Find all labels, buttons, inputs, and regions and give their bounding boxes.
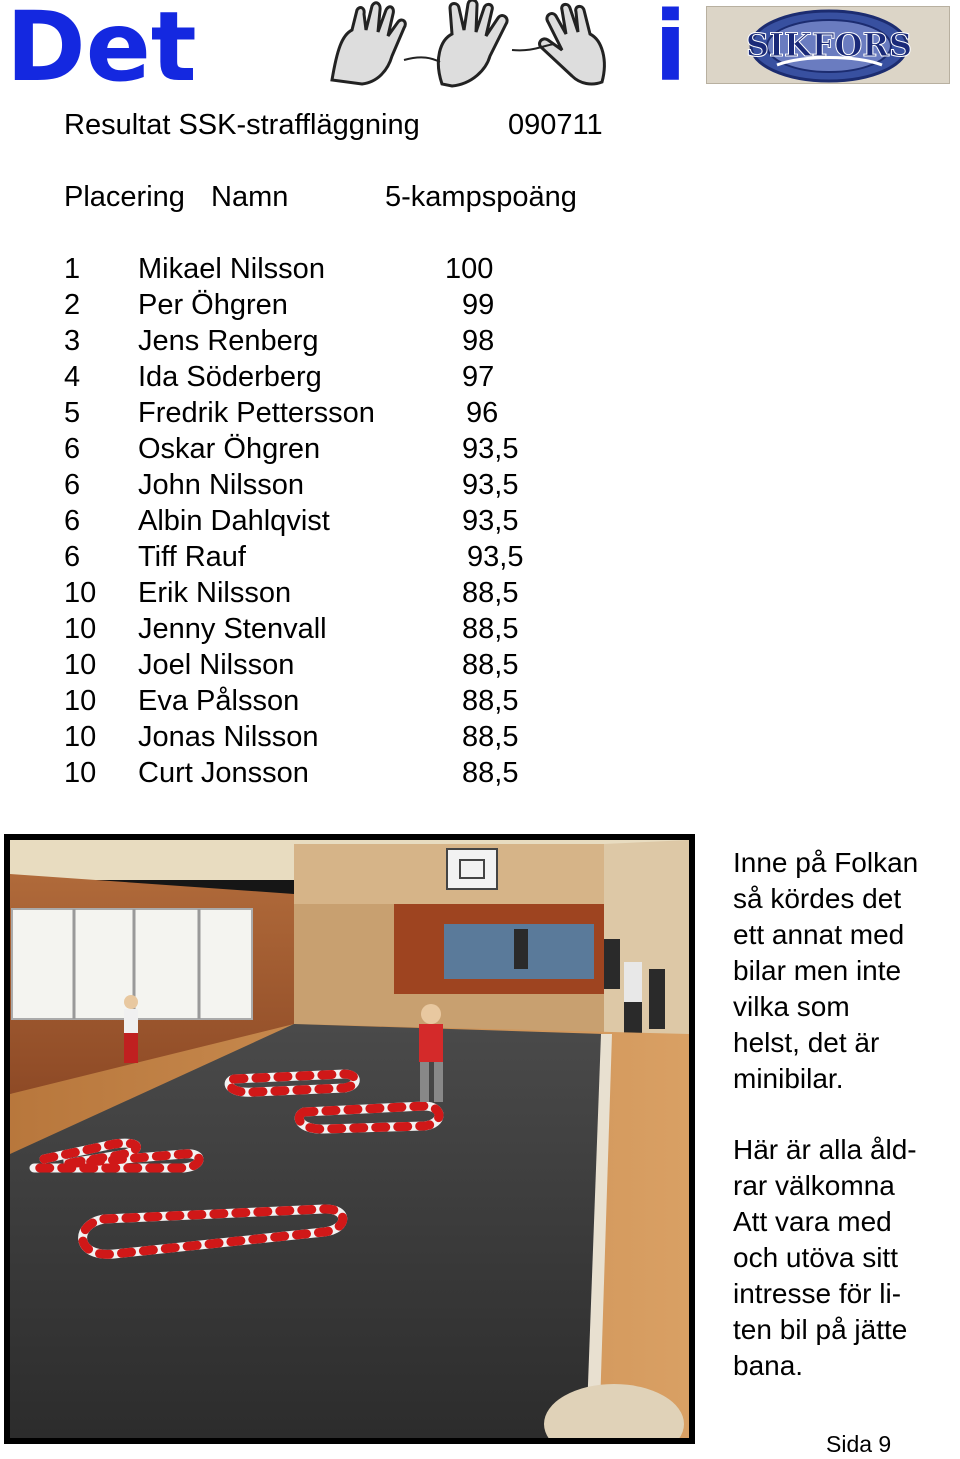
side-line: intresse för li- [733, 1278, 902, 1309]
row-points: 93,5 [462, 433, 519, 465]
row-place: 3 [64, 325, 81, 357]
row-name: Fredrik Pettersson [138, 397, 375, 429]
col-points: 5-kampspoäng [385, 181, 577, 213]
side-line: helst, det är [733, 1027, 880, 1058]
row-place: 1 [64, 253, 81, 285]
row-name: Oskar Öhgren [138, 433, 321, 465]
det-logo [4, 0, 304, 88]
row-points: 100 [445, 253, 494, 285]
side-line: bilar men inte [733, 955, 902, 986]
col-name: Namn [211, 181, 289, 213]
title-date: 090711 [508, 109, 603, 141]
side-line: bana. [733, 1350, 804, 1381]
row-place: 2 [64, 289, 81, 321]
row-points: 98 [462, 325, 495, 357]
row-place: 5 [64, 397, 81, 429]
side-paragraph-2 [733, 1132, 953, 1384]
row-place: 10 [64, 649, 97, 681]
row-name: Curt Jonsson [138, 757, 309, 789]
logo-text: Det [6, 0, 197, 88]
row-name: Joel Nilsson [138, 649, 295, 681]
logo-i-text: i [654, 0, 687, 88]
row-points: 88,5 [462, 577, 519, 609]
row-place: 6 [64, 433, 81, 465]
row-name: Jens Renberg [138, 325, 319, 357]
results-title [64, 108, 420, 142]
row-name: Tiff Rauf [138, 541, 246, 573]
row-place: 10 [64, 757, 97, 789]
row-name: Erik Nilsson [138, 577, 292, 609]
row-points: 88,5 [462, 757, 519, 789]
row-points: 99 [462, 289, 495, 321]
rc-track-photo [4, 834, 695, 1444]
title-label: Resultat SSK-straffläggning [64, 109, 420, 141]
row-name: Jonas Nilsson [138, 721, 319, 753]
side-line: så kördes det [733, 883, 902, 914]
row-place: 4 [64, 361, 81, 393]
side-line: ett annat med [733, 919, 905, 950]
row-points: 88,5 [462, 685, 519, 717]
row-points: 88,5 [462, 721, 519, 753]
row-points: 93,5 [462, 469, 519, 501]
row-place: 6 [64, 469, 81, 501]
sikfors-emblem-icon [707, 7, 950, 84]
row-name: Per Öhgren [138, 289, 288, 321]
row-points: 93,5 [467, 541, 524, 573]
row-name: Albin Dahlqvist [138, 505, 330, 537]
side-line: och utöva sitt [733, 1242, 898, 1273]
row-points: 97 [462, 361, 495, 393]
row-place: 10 [64, 577, 97, 609]
side-line: Att vara med [733, 1206, 892, 1237]
side-line: Här är alla åld- [733, 1134, 917, 1165]
row-name: John Nilsson [138, 469, 305, 501]
row-place: 6 [64, 541, 81, 573]
row-points: 93,5 [462, 505, 519, 537]
row-name: Eva Pålsson [138, 685, 300, 717]
row-place: 10 [64, 685, 97, 717]
side-line: ten bil på jätte [733, 1314, 908, 1345]
row-name: Ida Söderberg [138, 361, 322, 393]
row-points: 88,5 [462, 649, 519, 681]
row-points: 88,5 [462, 613, 519, 645]
side-line: vilka som [733, 991, 850, 1022]
row-place: 10 [64, 721, 97, 753]
col-place: Placering [64, 181, 185, 213]
hands-icon [322, 0, 650, 88]
row-points: 96 [466, 397, 499, 429]
side-paragraph-1 [733, 845, 953, 1097]
row-place: 6 [64, 505, 81, 537]
badge-text: SIKFORS [745, 26, 913, 64]
row-name: Jenny Stenvall [138, 613, 327, 645]
sikfors-badge [706, 6, 950, 84]
side-line: rar välkomna [733, 1170, 895, 1201]
row-place: 10 [64, 613, 97, 645]
logo-i [650, 0, 698, 88]
side-line: Inne på Folkan [733, 847, 919, 878]
row-name: Mikael Nilsson [138, 253, 325, 285]
page-number: Sida 9 [826, 1431, 892, 1457]
side-line: minibilar. [733, 1063, 844, 1094]
